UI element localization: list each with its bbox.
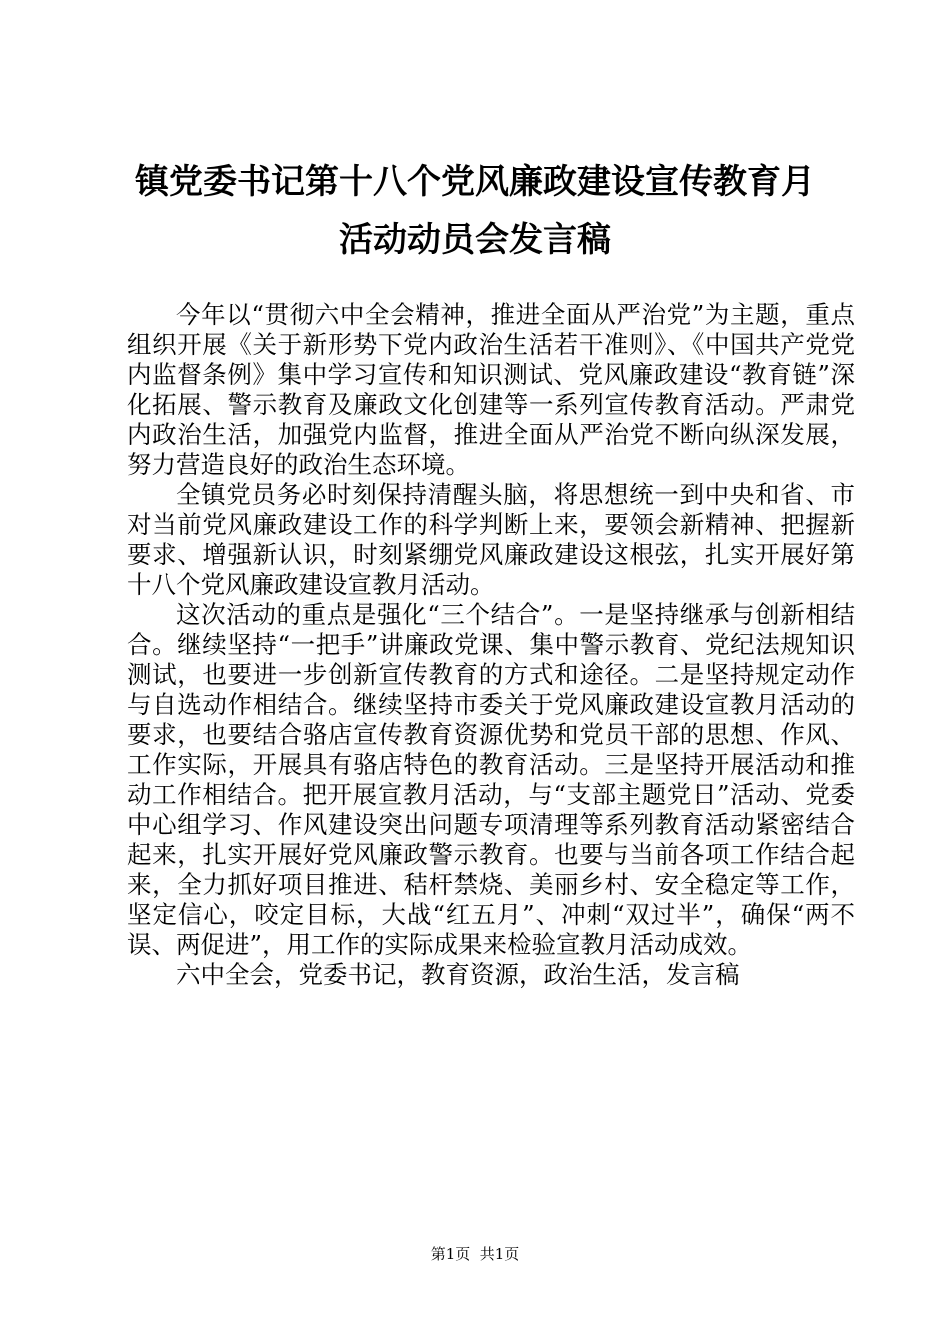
- keywords-line: 六中全会，党委书记，教育资源，政治生活，发言稿: [176, 960, 740, 989]
- page-footer: [0, 1244, 950, 1264]
- page-number: 第1页 共1页: [430, 1245, 520, 1263]
- body-paragraph-2: 全镇党员务必时刻保持清醒头脑，将思想统一到中央和省、市对当前党风廉政建设工作的科学判断上来，要领会新精神、把握新要求、增强新认识，时刻紧绷党风廉政建设这根弦，扎实开展好第十八个党风廉政建设宣教月活动。: [127, 480, 855, 599]
- body-paragraph-3: 这次活动的重点是强化“三个结合”。一是坚持继承与创新相结合。继续坚持“一把手”讲廉政党课、集中警示教育、党纪法规知识测试，也要进一步创新宣传教育的方式和途径。二是坚持规定动作与自选动作相结合。继续坚持市委关于党风廉政建设宣教月活动的要求，也要结合骆店宣传教育资源优势和党员干部的思想、作风、工作实际，开展具有骆店特色的教育活动。三是坚持开展活动和推动工作相结合。把开展宣教月活动，与“支部主题党日”活动、党委中心组学习、作风建设突出问题专项清理等系列教育活动紧密结合起来，扎实开展好党风廉政警示教育。也要与当前各项工作结合起来，全力抓好项目推进、秸杆禁烧、美丽乡村、安全稳定等工作，坚定信心，咬定目标，大战“红五月”、冲刺“双过半”，确保“两不误、两促进”，用工作的实际成果来检验宣教月活动成效。: [127, 600, 855, 959]
- body-paragraph-1: 今年以“贯彻六中全会精神，推进全面从严治党”为主题，重点组织开展《关于新形势下党内政治生活若干准则》、《中国共产党党内监督条例》集中学习宣传和知识测试、党风廉政建设“教育链”深化拓展、警示教育及廉政文化创建等一系列宣传教育活动。严肃党内政治生活，加强党内监督，推进全面从严治党不断向纵深发展，努力营造良好的政治生态环境。: [127, 300, 855, 479]
- document-body: [127, 300, 855, 990]
- document-title-line-1: 镇党委书记第十八个党风廉政建设宣传教育月: [135, 162, 815, 202]
- document-title-line-2: 活动动员会发言稿: [339, 220, 611, 260]
